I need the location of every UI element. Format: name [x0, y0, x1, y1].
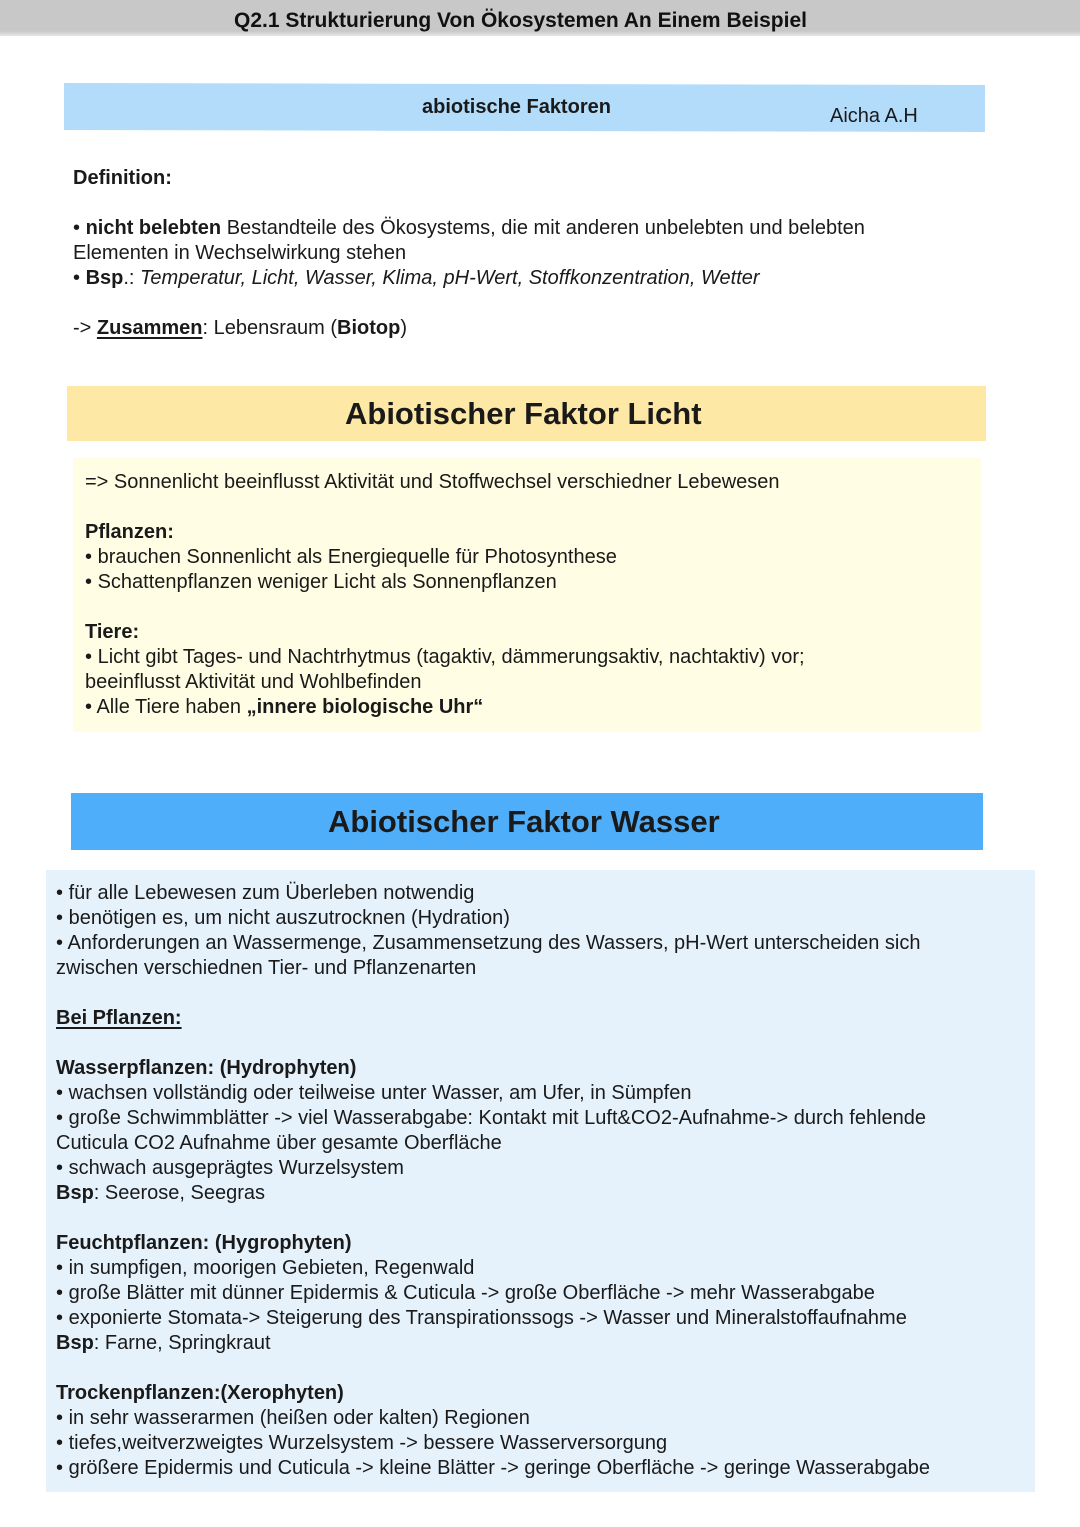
page-title: Q2.1 Strukturierung Von Ökosystemen An Einem Beispiel [234, 9, 807, 32]
hydro-title: Wasserpflanzen: (Hydrophyten) [56, 1057, 357, 1079]
light-animals-item [85, 645, 805, 670]
water-title: Abiotischer Faktor Wasser [328, 804, 720, 839]
bsp-label: Bsp [56, 1332, 94, 1354]
hydro-item [56, 1106, 926, 1131]
water-continuation: zwischen verschiednen Tier- und Pflanzenarten [56, 957, 477, 979]
xero-text-1: in sehr wasserarmen (heißen oder kalten) Regionen [68, 1407, 530, 1429]
inner-clock-term: „innere biologische Uhr“ [246, 696, 484, 718]
hygro-text-2: große Blätter mit dünner Epidermis & Cuticula -> große Oberfläche -> mehr Wasserabgabe [68, 1282, 875, 1304]
hydro-item [56, 1156, 404, 1181]
hygro-title: Feuchtpflanzen: (Hygrophyten) [56, 1232, 352, 1254]
light-animals-label: Tiere: [85, 621, 140, 643]
definition-line-1 [73, 216, 865, 241]
hydro-item [56, 1081, 691, 1106]
definition-emphasis: nicht belebten [85, 217, 222, 239]
hydro-text-2: große Schwimmblätter -> viel Wasserabgabe: Kontakt mit Luft&CO2-Aufnahme-> durch fehlende [68, 1107, 927, 1129]
water-general-2: benötigen es, um nicht auszutrocknen (Hydration) [68, 907, 510, 929]
light-plants-text-1: brauchen Sonnenlicht als Energiequelle für Photosynthese [97, 546, 617, 568]
bullet: • [85, 571, 93, 593]
hygro-examples: : Farne, Springkraut [93, 1332, 271, 1354]
light-animals-text-1: Licht gibt Tages- und Nachtrhytmus (tagaktiv, dämmerungsaktiv, nachtaktiv) vor; [97, 646, 805, 668]
bsp-label: Bsp [85, 267, 124, 289]
hydro-text-1: wachsen vollständig oder teilweise unter Wasser, am Ufer, in Sümpfen [68, 1082, 692, 1104]
hydro-example [56, 1181, 265, 1206]
light-plants-text-2: Schattenpflanzen weniger Licht als Sonnenpflanzen [97, 571, 557, 593]
xero-title: Trockenpflanzen:(Xerophyten) [56, 1382, 344, 1404]
hygro-text-3: exponierte Stomata-> Steigerung des Transpirationssogs -> Wasser und Mineralstoffaufnahme [68, 1307, 907, 1329]
bsp-separator: .: [123, 267, 141, 289]
hygro-text-1: in sumpfigen, moorigen Gebieten, Regenwald [68, 1257, 475, 1279]
water-item [56, 931, 920, 956]
xero-item [56, 1431, 667, 1456]
light-animals-item [85, 695, 483, 720]
light-plants-item [85, 570, 557, 595]
water-plants-label: Bei Pflanzen: [56, 1007, 182, 1029]
bsp-examples: Temperatur, Licht, Wasser, Klima, pH-Wert, Stoffkonzentration, Wetter [140, 267, 760, 289]
bsp-label: Bsp [56, 1182, 94, 1204]
summary-line [73, 316, 407, 341]
summary-label: Zusammen [96, 317, 203, 339]
light-animals-text-2: Alle Tiere haben [96, 696, 247, 718]
light-plants-item [85, 545, 617, 570]
bullet: • [85, 546, 93, 568]
light-plants-label: Pflanzen: [85, 521, 174, 543]
bullet: • [73, 217, 81, 239]
bullet: • [56, 1432, 64, 1454]
bullet: • [56, 1157, 64, 1179]
bullet: • [56, 1407, 64, 1429]
summary-end: ) [400, 317, 407, 339]
definition-line-2: Elementen in Wechselwirkung stehen [73, 242, 407, 264]
hygro-item [56, 1281, 875, 1306]
bullet: • [85, 646, 93, 668]
light-animals-continuation: beeinflusst Aktivität und Wohlbefinden [85, 671, 422, 693]
water-general-1: für alle Lebewesen zum Überleben notwendig [68, 882, 475, 904]
xero-text-2: tiefes,weitverzweigtes Wurzelsystem -> bessere Wasserversorgung [68, 1432, 668, 1454]
definition-label: Definition: [73, 167, 172, 189]
summary-term: Biotop [337, 317, 401, 339]
bullet: • [56, 1457, 64, 1479]
bullet: • [56, 1257, 64, 1279]
hydro-text-3: schwach ausgeprägtes Wurzelsystem [68, 1157, 404, 1179]
hygro-example [56, 1331, 271, 1356]
hygro-item [56, 1256, 474, 1281]
xero-item [56, 1406, 530, 1431]
xero-item [56, 1456, 930, 1481]
bullet: • [56, 882, 64, 904]
xero-text-3: größere Epidermis und Cuticula -> kleine Blätter -> geringe Oberfläche -> geringe Wasserabgabe [68, 1457, 930, 1479]
light-intro: => Sonnenlicht beeinflusst Aktivität und Stoffwechsel verschiedner Lebewesen [85, 471, 780, 493]
bullet: • [56, 1307, 64, 1329]
hydro-continuation: Cuticula CO2 Aufnahme über gesamte Oberfläche [56, 1132, 502, 1154]
bullet: • [56, 1107, 64, 1129]
bullet: • [56, 907, 64, 929]
definition-text: Bestandteile des Ökosystems, die mit anderen unbelebten und belebten [221, 217, 865, 239]
bullet: • [56, 932, 64, 954]
definition-example [73, 266, 760, 291]
light-title: Abiotischer Faktor Licht [345, 396, 702, 431]
water-general-3: Anforderungen an Wassermenge, Zusammensetzung des Wassers, pH-Wert unterscheiden sich [67, 932, 921, 954]
water-item [56, 906, 510, 931]
summary-arrow: -> [73, 317, 97, 339]
bullet: • [56, 1282, 64, 1304]
water-item [56, 881, 474, 906]
hydro-examples: : Seerose, Seegras [93, 1182, 266, 1204]
bullet: • [56, 1082, 64, 1104]
author-name: Aicha A.H [830, 105, 918, 127]
summary-text: : Lebensraum ( [202, 317, 338, 339]
bullet: • [85, 696, 93, 718]
hygro-item [56, 1306, 907, 1331]
bullet: • [73, 267, 81, 289]
abiotic-banner-title: abiotische Faktoren [422, 96, 611, 118]
